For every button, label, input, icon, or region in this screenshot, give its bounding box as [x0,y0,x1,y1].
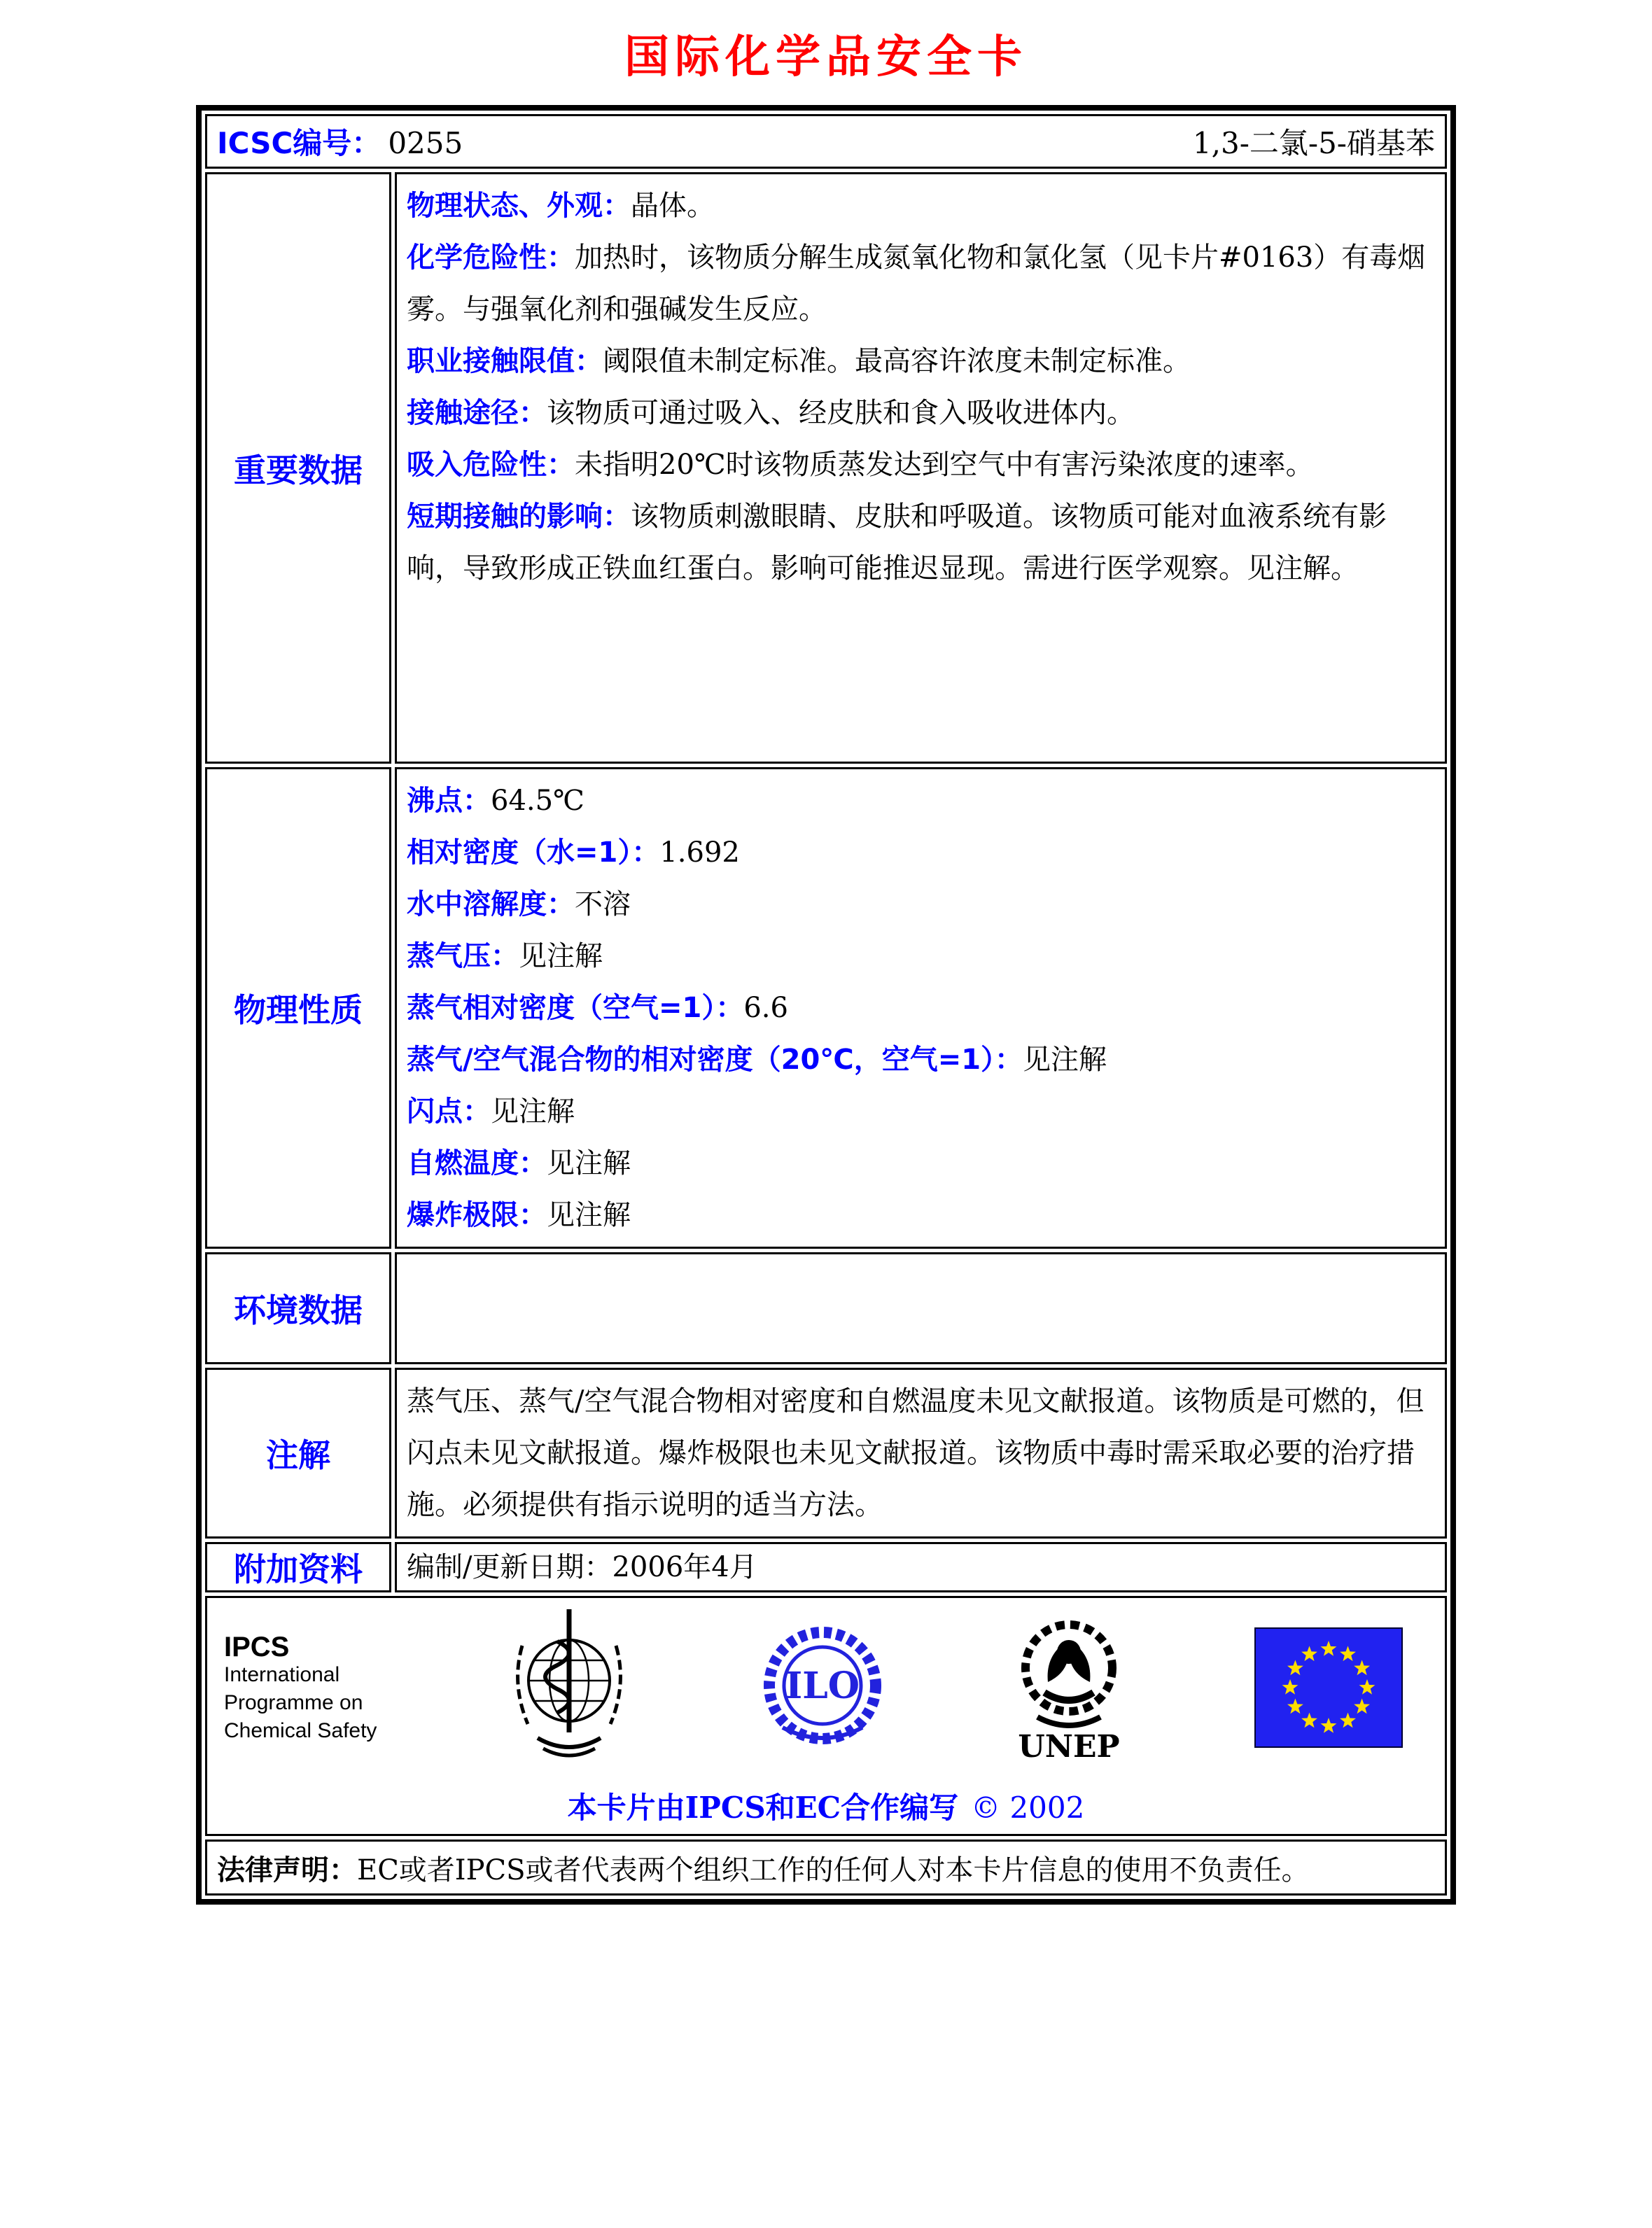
item-text: 该物质刺激眼睛、皮肤和呼吸道。该物质可能对血液系统有影响，导致形成正铁血红蛋白。影响可能推迟显现。需进行医学观察。见注解。 [407,500,1387,584]
item-label: 蒸气压： [407,940,519,972]
ipcs-line: International [224,1662,340,1686]
item-label: 水中溶解度： [407,888,575,920]
physical-property-item [407,878,1435,930]
physical-property-item [407,982,1435,1034]
environmental-data-row [205,1252,1447,1364]
notes-label: 注解 [205,1368,391,1539]
logos-cell [205,1596,1447,1836]
important-data-item [407,232,1435,335]
ipcs-acronym: IPCS [224,1631,290,1662]
legal-cell [205,1840,1447,1896]
item-text: 晶体。 [631,190,715,222]
icsc-number-group [217,120,463,162]
item-text: 见注解 [491,1095,575,1128]
item-label: 蒸气/空气混合物的相对密度（20℃，空气=1）： [407,1044,1023,1076]
notes-row [205,1368,1447,1539]
environmental-data-content [395,1252,1447,1364]
physical-properties-row [205,767,1447,1249]
additional-info-label: 附加资料 [205,1542,391,1592]
eu-flag-icon [1254,1627,1403,1751]
item-text: 该物质可通过吸入、经皮肤和食入吸收进体内。 [547,397,1135,429]
important-data-item [407,180,1435,232]
important-data-item [407,335,1435,387]
icsc-number-label: ICSC编号： [217,126,382,160]
logos-row [205,1596,1447,1836]
item-label: 物理状态、外观： [407,190,631,222]
item-text: 1.692 [659,836,740,869]
physical-property-item [407,930,1435,982]
item-label: 接触途径： [407,397,547,429]
item-text: 见注解 [519,940,603,972]
item-label: 爆炸极限： [407,1199,547,1231]
icsc-number-value: 0255 [388,126,463,160]
ilo-logo-text: ILO [785,1665,860,1707]
item-label: 自燃温度： [407,1147,547,1179]
page-title: 国际化学品安全卡 [624,31,1028,83]
physical-property-item [407,775,1435,827]
important-data-row [205,172,1447,764]
credit-line [221,1785,1431,1827]
additional-info-content: 编制/更新日期：2006年4月 [395,1542,1447,1592]
physical-property-item [407,1189,1435,1241]
item-text: 阈限值未制定标准。最高容许浓度未制定标准。 [603,345,1191,377]
ilo-logo-icon [762,1623,884,1755]
physical-properties-label: 物理性质 [205,767,391,1249]
unep-logo-text: UNEP [1018,1729,1120,1765]
item-text: 加热时，该物质分解生成氮氧化物和氯化氢（见卡片#0163）有毒烟雾。与强氧化剂和强碱发生反应。 [407,241,1426,325]
additional-info-row [205,1542,1447,1592]
who-logo-icon [510,1605,629,1772]
ipcs-line: Programme on [224,1690,363,1714]
item-label: 职业接触限值： [407,345,603,377]
item-label: 蒸气相对密度（空气=1）： [407,992,744,1024]
logos-strip [221,1605,1431,1772]
notes-content: 蒸气压、蒸气/空气混合物相对密度和自燃温度未见文献报道。该物质是可燃的，但闪点未见文献报道。爆炸极限也未见文献报道。该物质中毒时需采取必要的治疗措施。必须提供有指示说明的适当方法。 [395,1368,1447,1539]
physical-properties-content [395,767,1447,1249]
item-label: 吸入危险性： [407,449,575,481]
physical-property-item [407,1034,1435,1086]
icsc-card-table [196,105,1456,1905]
item-label: 短期接触的影响： [407,500,631,533]
important-data-item [407,439,1435,491]
ipcs-line: Chemical Safety [224,1718,377,1742]
item-label: 化学危险性： [407,241,575,274]
item-text: 见注解 [1023,1044,1107,1076]
legal-text: EC或者IPCS或者代表两个组织工作的任何人对本卡片信息的使用不负责任。 [357,1854,1310,1886]
physical-property-item [407,1086,1435,1137]
ipcs-text-block [224,1633,377,1745]
legal-label: 法律声明： [217,1854,357,1886]
item-text: 见注解 [547,1147,631,1179]
item-text: 6.6 [743,992,788,1024]
unep-logo-icon [1016,1609,1121,1769]
legal-row [205,1840,1447,1896]
header-row [205,114,1447,169]
header-cell [205,114,1447,169]
item-label: 闪点： [407,1095,491,1128]
item-text: 见注解 [547,1199,631,1231]
item-text: 未指明20℃时该物质蒸发达到空气中有害污染浓度的速率。 [575,449,1314,481]
credit-text: 本卡片由IPCS和EC合作编写 [567,1791,959,1825]
chemical-name: 1,3-二氯-5-硝基苯 [1192,126,1435,160]
item-text: 64.5℃ [491,785,584,817]
environmental-data-label: 环境数据 [205,1252,391,1364]
important-data-content [395,172,1447,764]
important-data-item [407,387,1435,439]
item-text: 不溶 [575,888,631,920]
important-data-label: 重要数据 [205,172,391,764]
copyright-text: © 2002 [971,1791,1085,1825]
physical-property-item [407,1137,1435,1189]
physical-property-item [407,827,1435,878]
item-label: 沸点： [407,785,491,817]
important-data-item [407,491,1435,594]
item-label: 相对密度（水=1）： [407,836,660,869]
